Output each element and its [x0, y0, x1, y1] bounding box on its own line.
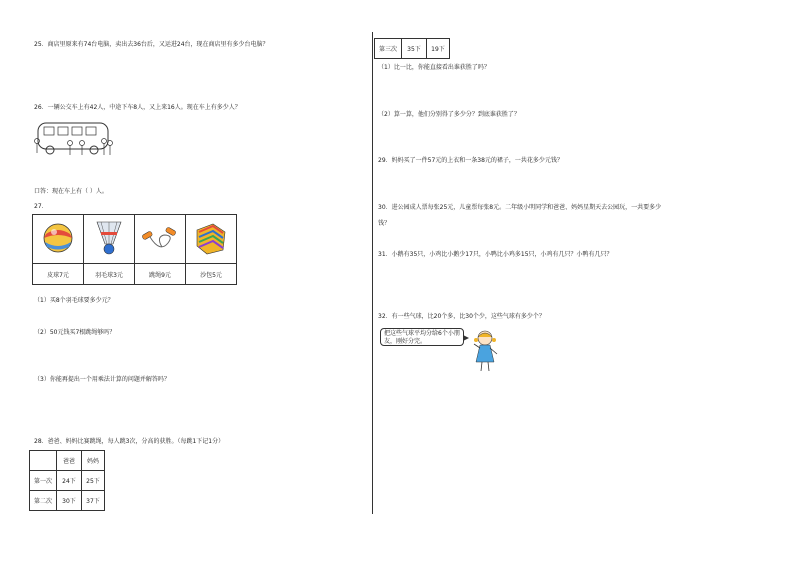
question-27-number: 27．	[34, 203, 48, 210]
question-32: 32．有一些气球，比20个多，比30个少，这些气球有多少个？	[378, 313, 545, 320]
speech-bubble	[380, 328, 464, 346]
score-cell: 37下	[82, 491, 105, 511]
score-cell: 25下	[82, 471, 105, 491]
question-28-sub1: （1）比一比，你能直接看出谁获胜了吗？	[378, 64, 490, 71]
sandbag-icon	[193, 220, 229, 256]
question-25: 25．商店里原来有74台电脑，卖出去36台后，又运进24台，现在商店里有多少台电脑？	[34, 41, 269, 48]
price-table	[32, 214, 237, 285]
price-label-shuttlecock: 羽毛球3元	[84, 264, 135, 285]
question-27-sub3: （3）你能再提出一个用乘法计算的问题并解答吗？	[34, 376, 170, 383]
question-27-sub1: （1）买8个羽毛球要多少元？	[34, 297, 114, 304]
score-row-label: 第一次	[30, 471, 57, 491]
question-28: 28．爸爸、妈妈比赛跳绳，每人跳3次，分高的获胜。（每跳1下记1分）	[34, 438, 225, 445]
question-29: 29．妈妈买了一件57元的上衣和一条38元的裙子，一共花多少元钱？	[378, 157, 563, 164]
jump-rope-icon	[140, 223, 180, 253]
girl-illustration	[470, 328, 500, 374]
speech-bubble-text: 把这些气球平均分给6个小朋友，刚好分完。	[384, 330, 460, 345]
sandbag-cell	[186, 215, 237, 264]
score-header-mom: 妈妈	[82, 451, 105, 471]
bus-illustration	[34, 117, 114, 162]
score-cell: 19下	[427, 39, 450, 59]
price-label-sandbag: 沙包5元	[186, 264, 237, 285]
jump-rope-cell	[135, 215, 186, 264]
question-30-line1: 30．进公园成人票每张25元，儿童票每张8元。二年级小明同学和爸爸、妈妈星期天去公园玩，一共要多少	[378, 204, 662, 211]
question-27-sub2: （2）50元钱买7根跳绳够吗？	[34, 329, 116, 336]
score-table-continued	[374, 38, 450, 59]
price-label-ball: 皮球7元	[33, 264, 84, 285]
shuttlecock-icon	[93, 220, 125, 256]
question-28-sub2: （2）算一算，他们分别得了多少分？到底谁获胜了？	[378, 111, 520, 118]
score-table	[29, 450, 105, 511]
question-26-answer: 口答：现在车上有（ ）人。	[34, 188, 108, 195]
question-31: 31．小鹅有35只，小鸡比小鹅少17只，小鸭比小鸡多15只，小鸡有几只？小鸭有几只？	[378, 251, 613, 258]
price-label-jump-rope: 跳绳9元	[135, 264, 186, 285]
ball-cell	[33, 215, 84, 264]
score-cell: 30下	[57, 491, 82, 511]
column-divider	[372, 32, 373, 514]
question-30-line2: 钱？	[378, 220, 391, 227]
score-row-label: 第二次	[30, 491, 57, 511]
score-row-label: 第三次	[375, 39, 402, 59]
score-header-dad: 爸爸	[57, 451, 82, 471]
score-cell: 24下	[57, 471, 82, 491]
ball-icon	[42, 222, 74, 254]
question-26: 26．一辆公交车上有42人，中途下车8人，又上来16人。现在车上有多少人？	[34, 104, 241, 111]
score-cell: 35下	[402, 39, 427, 59]
score-table-corner	[30, 451, 57, 471]
shuttlecock-cell	[84, 215, 135, 264]
